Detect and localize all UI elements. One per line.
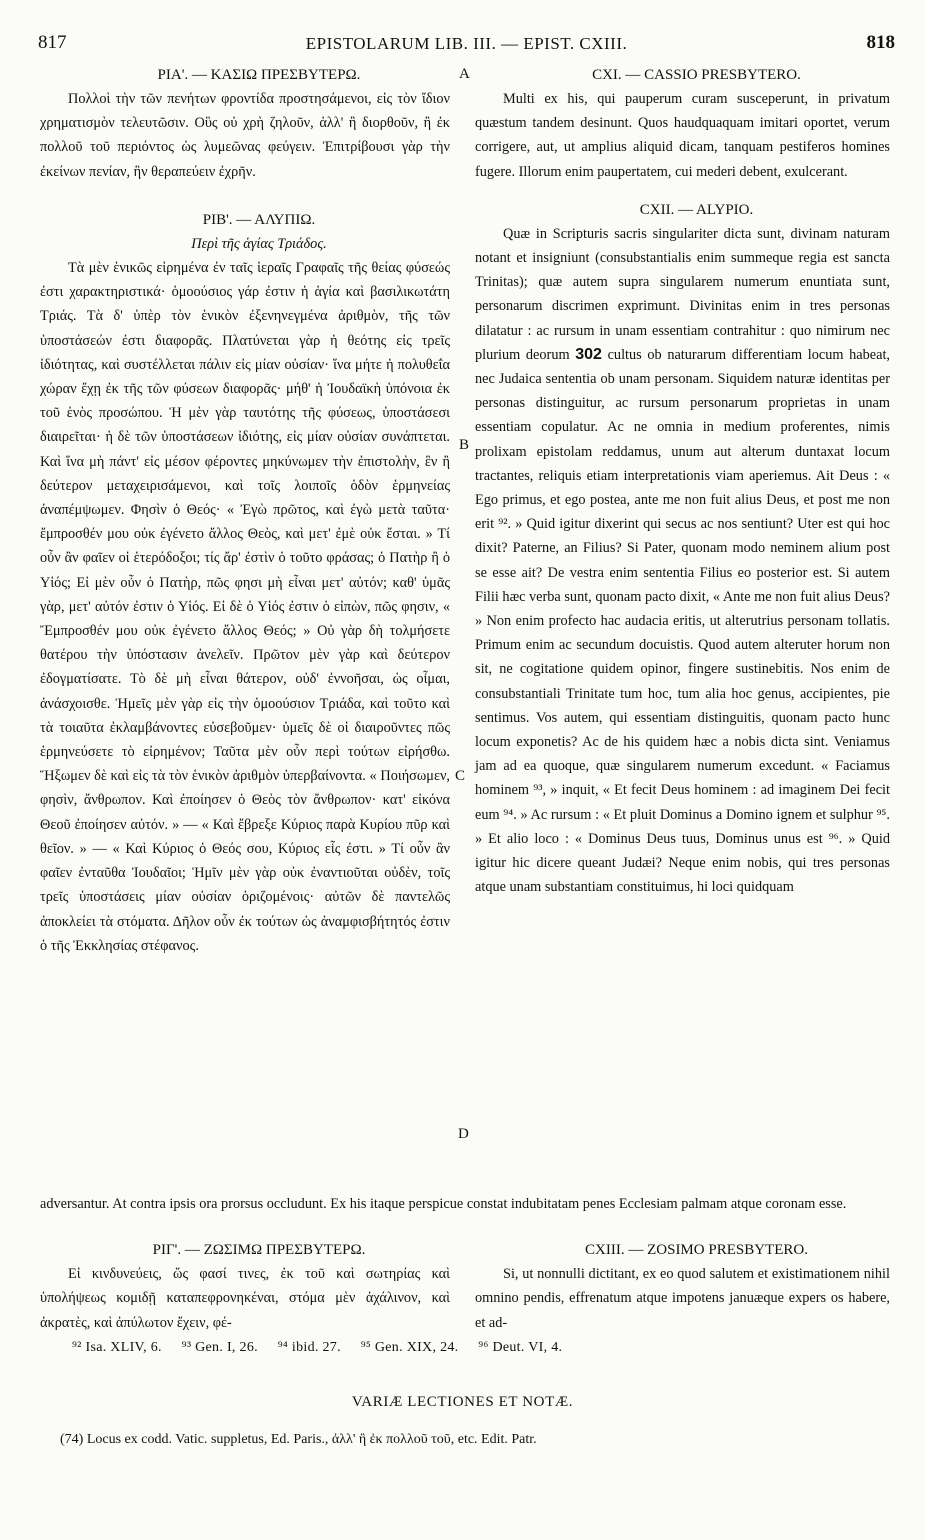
running-title: EPISTOLARUM LIB. III. — EPIST. CXIII.	[305, 34, 628, 53]
latin-letter-113-heading: CXIII. — ZOSIMO PRESBYTERO.	[585, 1242, 808, 1258]
full-width-continuation	[40, 1192, 890, 1216]
footnote-95: ⁹⁵ Gen. XIX, 24.	[360, 1340, 459, 1355]
latin-letter-112-text	[475, 222, 890, 900]
footnote-94: ⁹⁴ ibid. 27.	[277, 1340, 341, 1355]
latin-letter-111-text: Multi ex his, qui pauperum curam susceperunt, in privatum quæstum tandem desinunt. Quos haudquaquam imitari oportet, verum corrigere, aut, ut amplius aliquid dicam, tanquam pestiferos homines fugere. Illorum enim paupertatem, cui mederi debent, exulcerant.	[475, 91, 890, 180]
scripture-footnotes	[72, 1340, 578, 1356]
margin-letter-a: A	[459, 66, 470, 82]
margin-letter-c: C	[455, 768, 466, 784]
greek-letter-111-text: Πολλοὶ τὴν τῶν πενήτων φροντίδα προστησάμενοι, εἰς τὸν ἴδιον χρηματισμὸν τελευτῶσιν. Οὓς οὐ χρὴ ζηλοῦν, ἀλλ' ἢ διορθοῦν, ἢ ἐκ πολλοῦ τοῦ περιόντος ὡς λυμεῶνας φεύγειν. Ἐπιτρίβουσι γὰρ τὴν ἐκείνων πενίαν, ἣν θεραπεύειν ἐχρῆν.	[40, 91, 450, 180]
page-number-right: 818	[866, 32, 895, 53]
greek-column	[40, 63, 450, 958]
latin-letter-112-text-part1: Quæ in Scripturis sacris singulariter dicta sunt, divinam naturam notant et insigniunt (consubstantialis enim summeque regia est sancta Trinitas); quæ autem supra singularem numerum enuntiata sunt, personarum discrimen exprimunt. Divinitas enim in tres personas dilatatur : ac rursum in unam essentiam contrahitur : quo nimirum nec plurium deorum	[475, 225, 890, 363]
latin-letter-113-text: Si, ut nonnulli dictitant, ex eo quod salutem et existimationem nihil omnino pendis, effrenatum atque impotens januæque expers os habere, et ad-	[475, 1266, 890, 1331]
running-header	[38, 32, 895, 58]
greek-letter-113-text: Εἰ κινδυνεύεις, ὥς φασί τινες, ἐκ τοῦ καὶ σωτηρίας καὶ ὑπολήψεως κομιδῇ καταπεφρονηκέναι, στόμα μὲν ἀχάλινον, καὶ ἀκρατὲς, καὶ ἀπύλωτον ἔχειν, φέ-	[40, 1266, 450, 1331]
footnote-96: ⁹⁶ Deut. VI, 4.	[478, 1340, 563, 1355]
greek-letter-113	[40, 1238, 450, 1335]
notes-title: VARIÆ LECTIONES ET NOTÆ.	[351, 1394, 574, 1410]
latin-column	[475, 63, 890, 900]
margin-letter-d: D	[458, 1126, 469, 1142]
latin-letter-112-heading: CXII. — ALYPIO.	[639, 201, 754, 218]
page-number-left: 817	[38, 32, 67, 53]
greek-letter-113-heading: ΡΙΓ'. — ΖΩΣΙΜΩ ΠΡΕΣΒΥΤΕΡΩ.	[152, 1242, 366, 1258]
continuation-text: adversantur. At contra ipsis ora prorsus occludunt. Ex his itaque perspicue constat indubitatam penes Ecclesiam palmam atque coronam esse.	[40, 1196, 847, 1212]
latin-letter-112-text-part2: cultus ob naturarum differentiam locum habeat, nec Judaica sententia ob unam personam. Siquidem naturæ identitas per personas distinguitur, ac rursum personarum proprietas in unam essentiam copulatur. Ac ne omnia in medium proferentes, nimis prolixam epistolam reddamus, unum aut alterum duntaxat locum tractantes, reliquis etiam interpretationis viam aperiemus. Ait Deus : « Ego primus, et ego postea, ante me non fuit alius Deus, et post me non erit ⁹². » Quid igitur dixerint qui secus ac nos sentiunt? Uter est qui hoc dixit? Paterne, an Filius? Si Pater, quonam modo neminem alium post se esse ait? De vestra enim sententia Filius eo posterior est. Si autem Filii hæc verba sunt, quonam pacto dixit, « Ante me non fuit alius Deus? » Non enim profecto hac audacia eritis, ut alterutrius personam tollatis. Primum enim ac secundum docuistis. Quod autem alteruter horum non sit, ne cogitatione quidem opinor, fingere sustinebitis. Nos enim de consubstantiali Trinitate tum hoc, tum alia hoc genus, accipientes, pie sentimus. Vos autem, qui essentiam distinguitis, quonam pacto hunc locum exponetis? Ac de his quidem hæc a nobis dicta sint. Veniamus jam ad ea quoque, quæ singularem numerum excedunt. « Faciamus hominem ⁹³, » inquit, « Et fecit Deus hominem : ad imaginem Dei fecit eum ⁹⁴. » Ac rursum : « Et pluit Dominus a Domino ignem et sulphur ⁹⁵. » Et alio loco : « Dominus Deus tuus, Dominus unus est ⁹⁶. » Quid igitur hic dicere queant Judæi? Neque enim nobis, qui tres personas atque unam substantiam constituimus, hi loci quidquam	[475, 346, 891, 896]
footnote-92: ⁹² Isa. XLIV, 6.	[72, 1340, 162, 1355]
greek-letter-111-heading: ΡΙΑ'. — ΚΑΣΙΩ ΠΡΕΣΒΥΤΕΡΩ.	[157, 67, 361, 83]
latin-letter-113	[475, 1238, 890, 1335]
margin-letter-b: B	[459, 437, 470, 453]
note-74: (74) Locus ex codd. Vatic. suppletus, Ed. Paris., ἀλλ' ἢ ἐκ πολλοῦ τοῦ, etc. Edit. Patr.	[60, 1432, 537, 1447]
greek-letter-112-text: Τὰ μὲν ἑνικῶς εἰρημένα ἐν ταῖς ἱεραῖς Γραφαῖς τῆς θείας φύσεώς ἐστι χαρακτηριστικά· ὁμοούσιος γάρ ἐστιν ἡ ἁγία καὶ βασιλικωτάτη Τριάς. Τὰ δ' ὑπὲρ τὸν ἑνικὸν ἐξενηνεγμένα ἀριθμὸν, τῆς τῶν ὑποστάσεών ἐστι διαφορᾶς. Πλατύνεται γὰρ ἡ θεότης εἰς τρεῖς ἰδιότητας, καὶ συστέλλεται πάλιν εἰς μίαν οὐσίαν· ἵνα μήτε ἡ πολυθεΐα χώραν ἔχῃ ἐκ τῆς τῶν φύσεων διαφορᾶς· μήθ' ἡ Ἰουδαϊκὴ ὑπόνοια ἐκ τοῦ ἑνὸς προσώπου. Ἡ μὲν γὰρ ταυτότης τῆς φύσεως, ὑποστάσεσι διαιρεῖται· ἡ δὲ τῶν ὑποστάσεων ἰδιότης, εἰς μίαν οὐσίαν συνάπτεται. Καὶ ἵνα μὴ πάντ' εἰς μέσον φέροντες μηκύνωμεν τὴν ἐπιστολὴν, ἓν ἢ δεύτερον μεταχειρισάμενοι, καὶ τοῖς λοιποῖς ὁδὸν ἑρμηνείας ἀναπέμψωμεν. Φησὶν ὁ Θεός· « Ἐγὼ πρῶτος, καὶ ἐγὼ μετὰ ταῦτα· ἔμπροσθέν μου οὐκ ἐγένετο ἄλλος Θεὸς, καὶ μετ' ἐμὲ οὐκ ἔσται. » Τί οὖν ἂν φαῖεν οἱ ἑτερόδοξοι; τίς ἄρ' ἐστὶν ὁ τοῦτο φράσας; ὁ Πατὴρ ἢ ὁ Υἱός; Εἰ μὲν οὖν ὁ Πατὴρ, πῶς φησι μὴ εἶναι μετ' αὐτόν; καθ' ὑμᾶς γὰρ, μετ' αὐτόν ἐστιν ὁ Υἱός. Εἰ δὲ ὁ Υἱός ἐστιν ὁ εἰπὼν, πῶς φησιν, « Ἔμπροσθέν μου οὐκ ἐγένετο ἄλλος Θεός; » Οὐ γὰρ δὴ τολμήσετε θατέρου τὴν ὑπόστασιν ἀνελεῖν. Πρῶτον μὲν γὰρ καὶ δεύτερον ἐδογματίσατε. Τὸ δὲ μὴ εἶναι θάτερον, οὐδ' ἐννοῆσαι, ὡς οἶμαι, ἀνάσχοισθε. Ἡμεῖς μὲν γὰρ εἰς τὴν ὁμοούσιον Τριάδα, καὶ τοῦτο καὶ τὰ τοιαῦτα ἐκλαμβάνοντες εὐσεβοῦμεν· ὑμεῖς δὲ οἱ διαιροῦντες πῶς ἑρμηνεύσετε τὸ εἰρημένον; Ταῦτα μὲν οὖν περὶ τούτων εἰρήσθω. Ἥξωμεν δὲ καὶ εἰς τὰ τὸν ἑνικὸν ἀριθμὸν ὑπερβαίνοντα. « Ποιήσωμεν, φησὶν, ἄνθρωπον. Καὶ ἐποίησεν ὁ Θεὸς τὸν ἄνθρωπον· κατ' εἰκόνα Θεοῦ ἐποίησεν αὐτόν. » — « Καὶ ἔβρεξε Κύριος παρὰ Κυρίου πῦρ καὶ θεῖον. » — « Καὶ Κύριος ὁ Θεός σου, Κύριος εἷς ἐστι. » Τί οὖν ἂν φαῖεν ἐνταῦθα Ἰουδαῖοι; Ἡμῖν μὲν γὰρ οὐκ ἐναντιοῦται οὐδὲν, τοῖς τρεῖς ὑποστάσεις μίαν οὐσίαν ὁριζομένοις· αὐτῶν δὲ παντελῶς ἀποκλείει τὰ στόματα. Δῆλον οὖν ἐκ τούτων ὡς ἀναμφισβήτητός ἐστιν ὁ τῆς Ἐκκλησίας στέφανος.	[40, 260, 450, 954]
edition-page-marker: 302	[575, 345, 602, 363]
greek-letter-112-subtitle: Περὶ τῆς ἁγίας Τριάδος.	[191, 235, 327, 252]
greek-letter-112-heading: ΡΙΒ'. — ΑΛΥΠΙΩ.	[202, 211, 316, 228]
footnote-93: ⁹³ Gen. I, 26.	[181, 1340, 258, 1355]
latin-letter-111-heading: CXI. — CASSIO PRESBYTERO.	[592, 67, 801, 83]
